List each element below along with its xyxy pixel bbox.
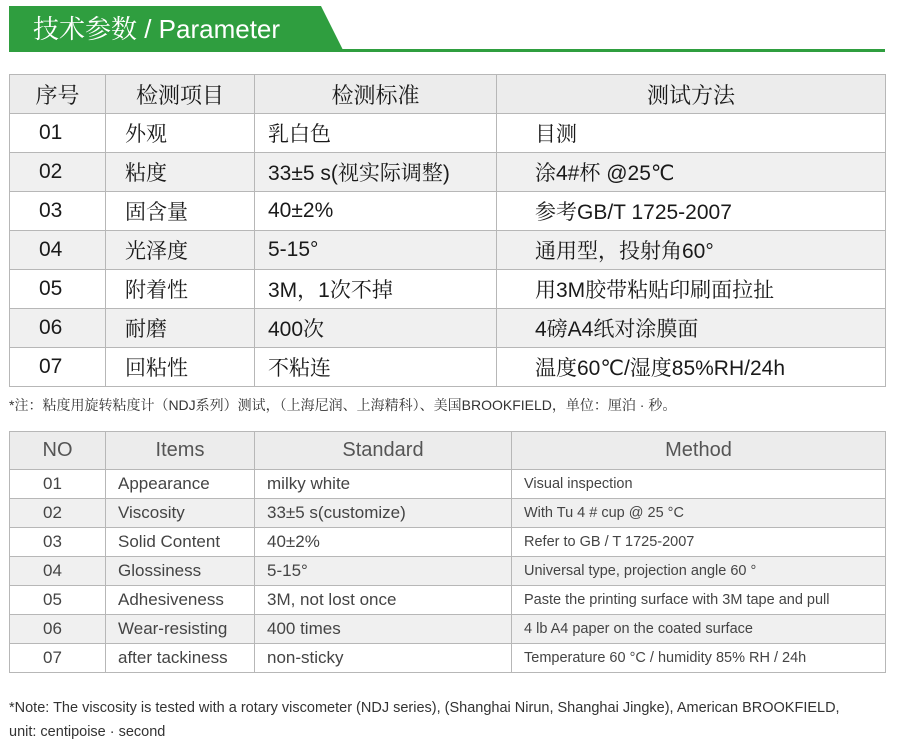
cn-parameter-table — [9, 74, 886, 387]
table-cell: Wear-resisting — [106, 615, 255, 644]
table-cell: 05 — [10, 586, 106, 615]
table-cell: 33±5 s(customize) — [255, 499, 512, 528]
table-cell: 光泽度 — [106, 231, 255, 270]
table-row — [10, 499, 886, 528]
table-cell: 参考GB/T 1725-2007 — [497, 192, 886, 231]
table-cell: 40±2% — [255, 528, 512, 557]
table-cell: 02 — [10, 499, 106, 528]
column-header: Items — [106, 432, 255, 470]
table-cell: 固含量 — [106, 192, 255, 231]
table-cell: With Tu 4 # cup @ 25 °C — [512, 499, 886, 528]
table-cell: 3M，1次不掉 — [255, 270, 497, 309]
table-cell: 用3M胶带粘贴印刷面拉扯 — [497, 270, 886, 309]
table-cell: 03 — [10, 192, 106, 231]
column-header: 序号 — [10, 75, 106, 114]
table-row — [10, 615, 886, 644]
column-header: Standard — [255, 432, 512, 470]
table-cell: Refer to GB / T 1725-2007 — [512, 528, 886, 557]
table-cell: 4磅A4纸对涂膜面 — [497, 309, 886, 348]
en-parameter-table — [9, 431, 886, 673]
table-cell: 07 — [10, 348, 106, 387]
table-cell: 5-15° — [255, 231, 497, 270]
table-cell: Paste the printing surface with 3M tape and pull — [512, 586, 886, 615]
table-cell: 400 times — [255, 615, 512, 644]
table-row — [10, 557, 886, 586]
column-header: NO — [10, 432, 106, 470]
column-header: 测试方法 — [497, 75, 886, 114]
table-header-row — [10, 432, 886, 470]
table-cell: 目测 — [497, 114, 886, 153]
table-cell: after tackiness — [106, 644, 255, 673]
table-cell: Appearance — [106, 470, 255, 499]
table-cell: 耐磨 — [106, 309, 255, 348]
column-header: 检测标准 — [255, 75, 497, 114]
table-cell: Viscosity — [106, 499, 255, 528]
table-cell: Universal type, projection angle 60 ° — [512, 557, 886, 586]
table-cell: 07 — [10, 644, 106, 673]
table-row — [10, 470, 886, 499]
table-cell: Temperature 60 °C / humidity 85% RH / 24h — [512, 644, 886, 673]
table-cell: 5-15° — [255, 557, 512, 586]
table-cell: 乳白色 — [255, 114, 497, 153]
section-header — [9, 6, 885, 52]
table-row — [10, 309, 886, 348]
table-cell: Solid Content — [106, 528, 255, 557]
table-row — [10, 528, 886, 557]
table-cell: 400次 — [255, 309, 497, 348]
table-row — [10, 192, 886, 231]
table-cell: Glossiness — [106, 557, 255, 586]
table-cell: 06 — [10, 309, 106, 348]
table-cell: 粘度 — [106, 153, 255, 192]
table-cell: 05 — [10, 270, 106, 309]
table-cell: 温度60℃/湿度85%RH/24h — [497, 348, 886, 387]
table-row — [10, 153, 886, 192]
table-cell: 通用型，投射角60° — [497, 231, 886, 270]
table-cell: 06 — [10, 615, 106, 644]
column-header: 检测项目 — [106, 75, 255, 114]
table-cell: 附着性 — [106, 270, 255, 309]
page-title: 技术参数 / Parameter — [33, 14, 281, 44]
table-row — [10, 114, 886, 153]
table-cell: non-sticky — [255, 644, 512, 673]
table-cell: Visual inspection — [512, 470, 886, 499]
en-footnote: *Note: The viscosity is tested with a rotary viscometer (NDJ series), (Shanghai Nirun, Shanghai Jingke), American BROOKFIELD, unit: centipoise · second — [9, 700, 840, 740]
table-cell: 04 — [10, 231, 106, 270]
table-header-row — [10, 75, 886, 114]
table-cell: Adhesiveness — [106, 586, 255, 615]
table-cell: 03 — [10, 528, 106, 557]
table-cell: 外观 — [106, 114, 255, 153]
table-cell: 02 — [10, 153, 106, 192]
table-row — [10, 348, 886, 387]
column-header: Method — [512, 432, 886, 470]
table-cell: 01 — [10, 470, 106, 499]
table-cell: 01 — [10, 114, 106, 153]
table-cell: 33±5 s(视实际调整) — [255, 153, 497, 192]
table-cell: 3M, not lost once — [255, 586, 512, 615]
table-row — [10, 270, 886, 309]
table-cell: 不粘连 — [255, 348, 497, 387]
table-cell: 4 lb A4 paper on the coated surface — [512, 615, 886, 644]
table-cell: milky white — [255, 470, 512, 499]
table-cell: 40±2% — [255, 192, 497, 231]
table-row — [10, 231, 886, 270]
table-row — [10, 586, 886, 615]
cn-footnote: *注：粘度用旋转粘度计（NDJ系列）测试，（上海尼润、上海精科）、美国BROOKFIELD，单位：厘泊 · 秒。 — [9, 397, 677, 413]
table-cell: 04 — [10, 557, 106, 586]
table-cell: 涂4#杯 @25℃ — [497, 153, 886, 192]
table-cell: 回粘性 — [106, 348, 255, 387]
table-row — [10, 644, 886, 673]
